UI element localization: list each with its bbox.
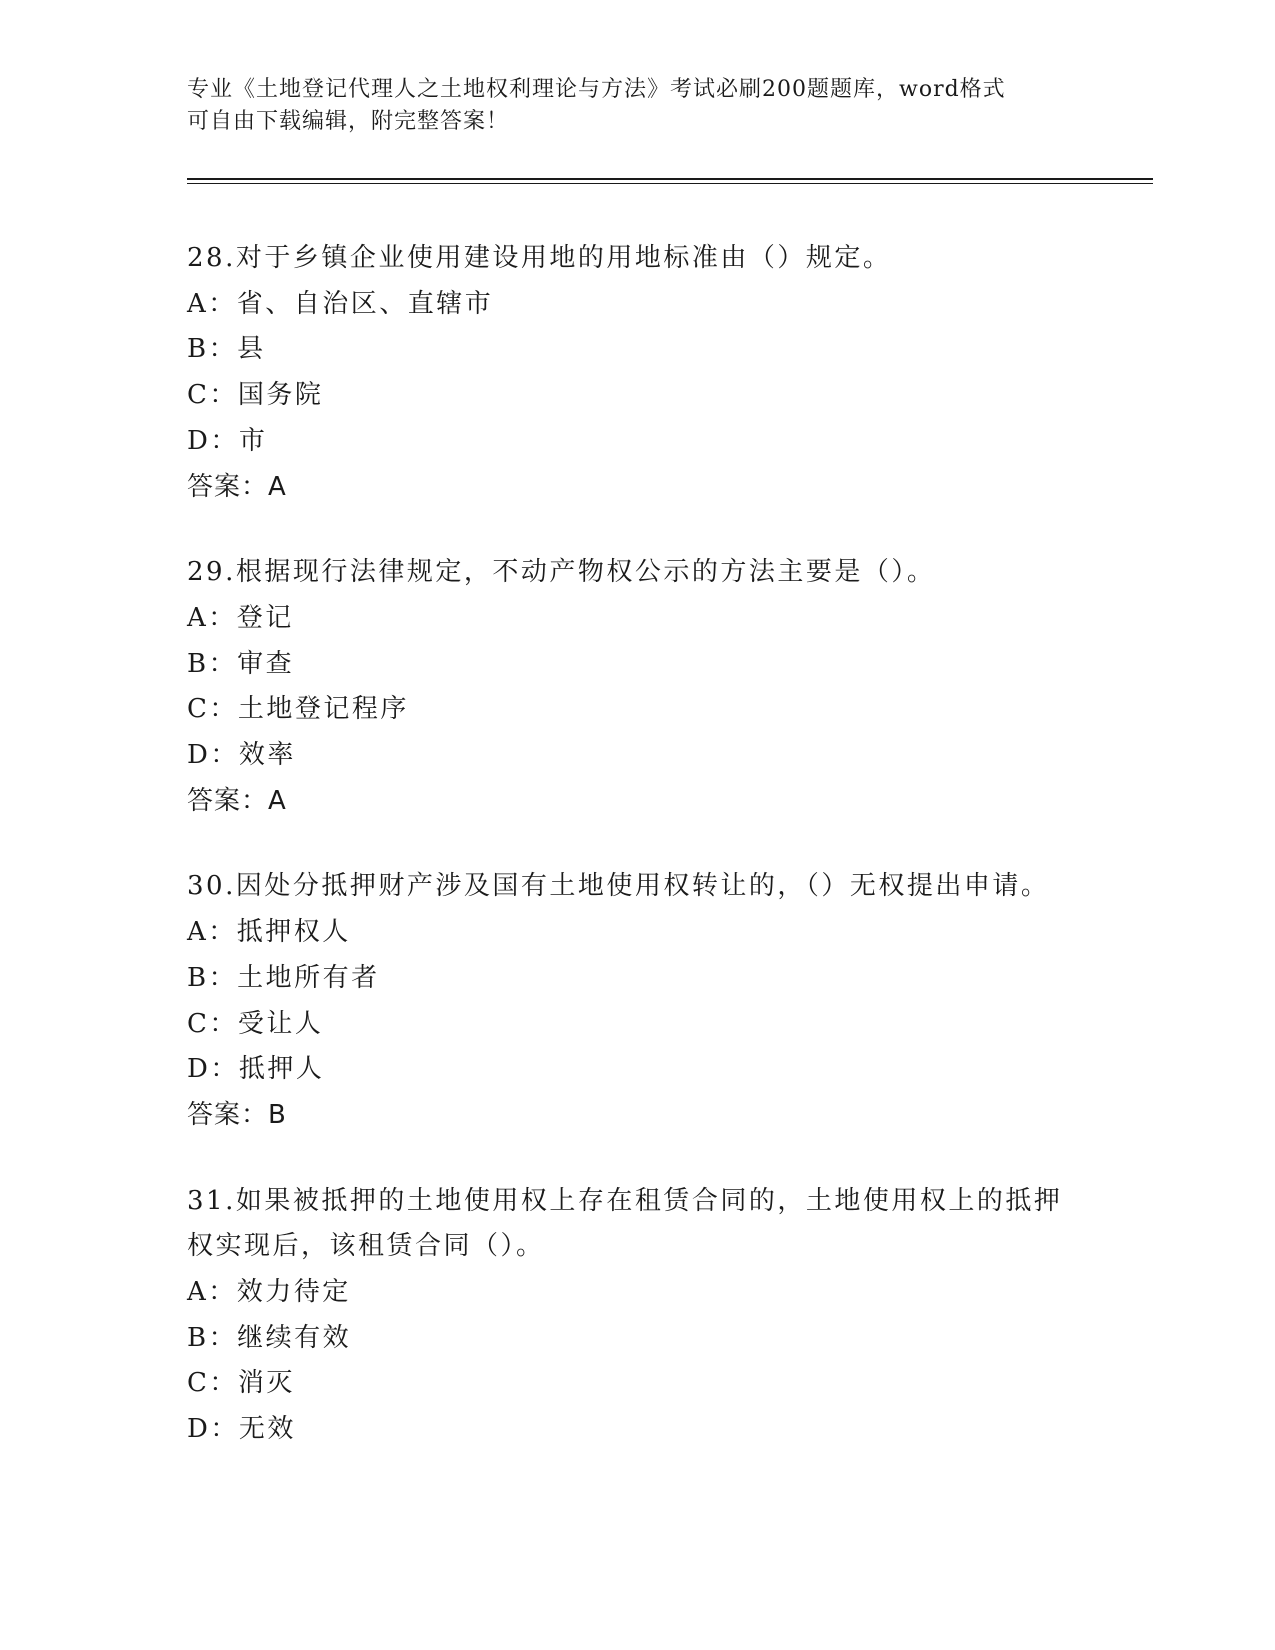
option-a: A：省、自治区、直辖市 xyxy=(187,288,494,319)
option-c: C：受让人 xyxy=(187,1008,324,1039)
option-a: A：效力待定 xyxy=(187,1277,351,1308)
answer-label: 答案：A xyxy=(187,471,287,502)
answer-label: 答案：A xyxy=(187,785,287,816)
question-29 xyxy=(187,550,1087,824)
question-31 xyxy=(187,1179,1087,1453)
question-stem-line-1: 31.如果被抵押的土地使用权上存在租赁合同的，土地使用权上的抵押 xyxy=(187,1185,1063,1216)
header-rule-bottom xyxy=(187,183,1153,184)
question-30 xyxy=(187,864,1087,1138)
option-d: D：效率 xyxy=(187,740,296,771)
option-a: A：登记 xyxy=(187,602,294,633)
option-b: B：土地所有者 xyxy=(187,962,380,993)
option-d: D：无效 xyxy=(187,1414,296,1445)
option-d: D：抵押人 xyxy=(187,1054,325,1085)
question-stem: 29.根据现行法律规定，不动产物权公示的方法主要是（）。 xyxy=(187,557,936,588)
option-c: C：消灭 xyxy=(187,1368,295,1399)
question-list xyxy=(187,236,1087,1493)
option-b: B：审查 xyxy=(187,648,295,679)
header-line-1: 专业《土地登记代理人之土地权利理论与方法》考试必刷200题题库，word格式 xyxy=(187,77,1006,102)
document-header xyxy=(187,74,1067,138)
question-stem: 28.对于乡镇企业使用建设用地的用地标准由（）规定。 xyxy=(187,243,892,273)
question-stem-line-2: 权实现后，该租赁合同（）。 xyxy=(187,1231,545,1262)
option-d: D：市 xyxy=(187,425,268,456)
option-c: C：国务院 xyxy=(187,380,324,411)
header-line-2: 可自由下载编辑，附完整答案！ xyxy=(187,109,510,134)
question-stem: 30.因处分抵押财产涉及国有土地使用权转让的，（）无权提出申请。 xyxy=(187,871,1050,902)
header-rule-top xyxy=(187,178,1153,180)
question-28 xyxy=(187,236,1087,510)
option-b: B：继续有效 xyxy=(187,1322,352,1353)
option-a: A：抵押权人 xyxy=(187,917,351,948)
option-b: B：县 xyxy=(187,334,266,365)
answer-label: 答案：B xyxy=(187,1099,287,1130)
option-c: C：土地登记程序 xyxy=(187,694,409,725)
